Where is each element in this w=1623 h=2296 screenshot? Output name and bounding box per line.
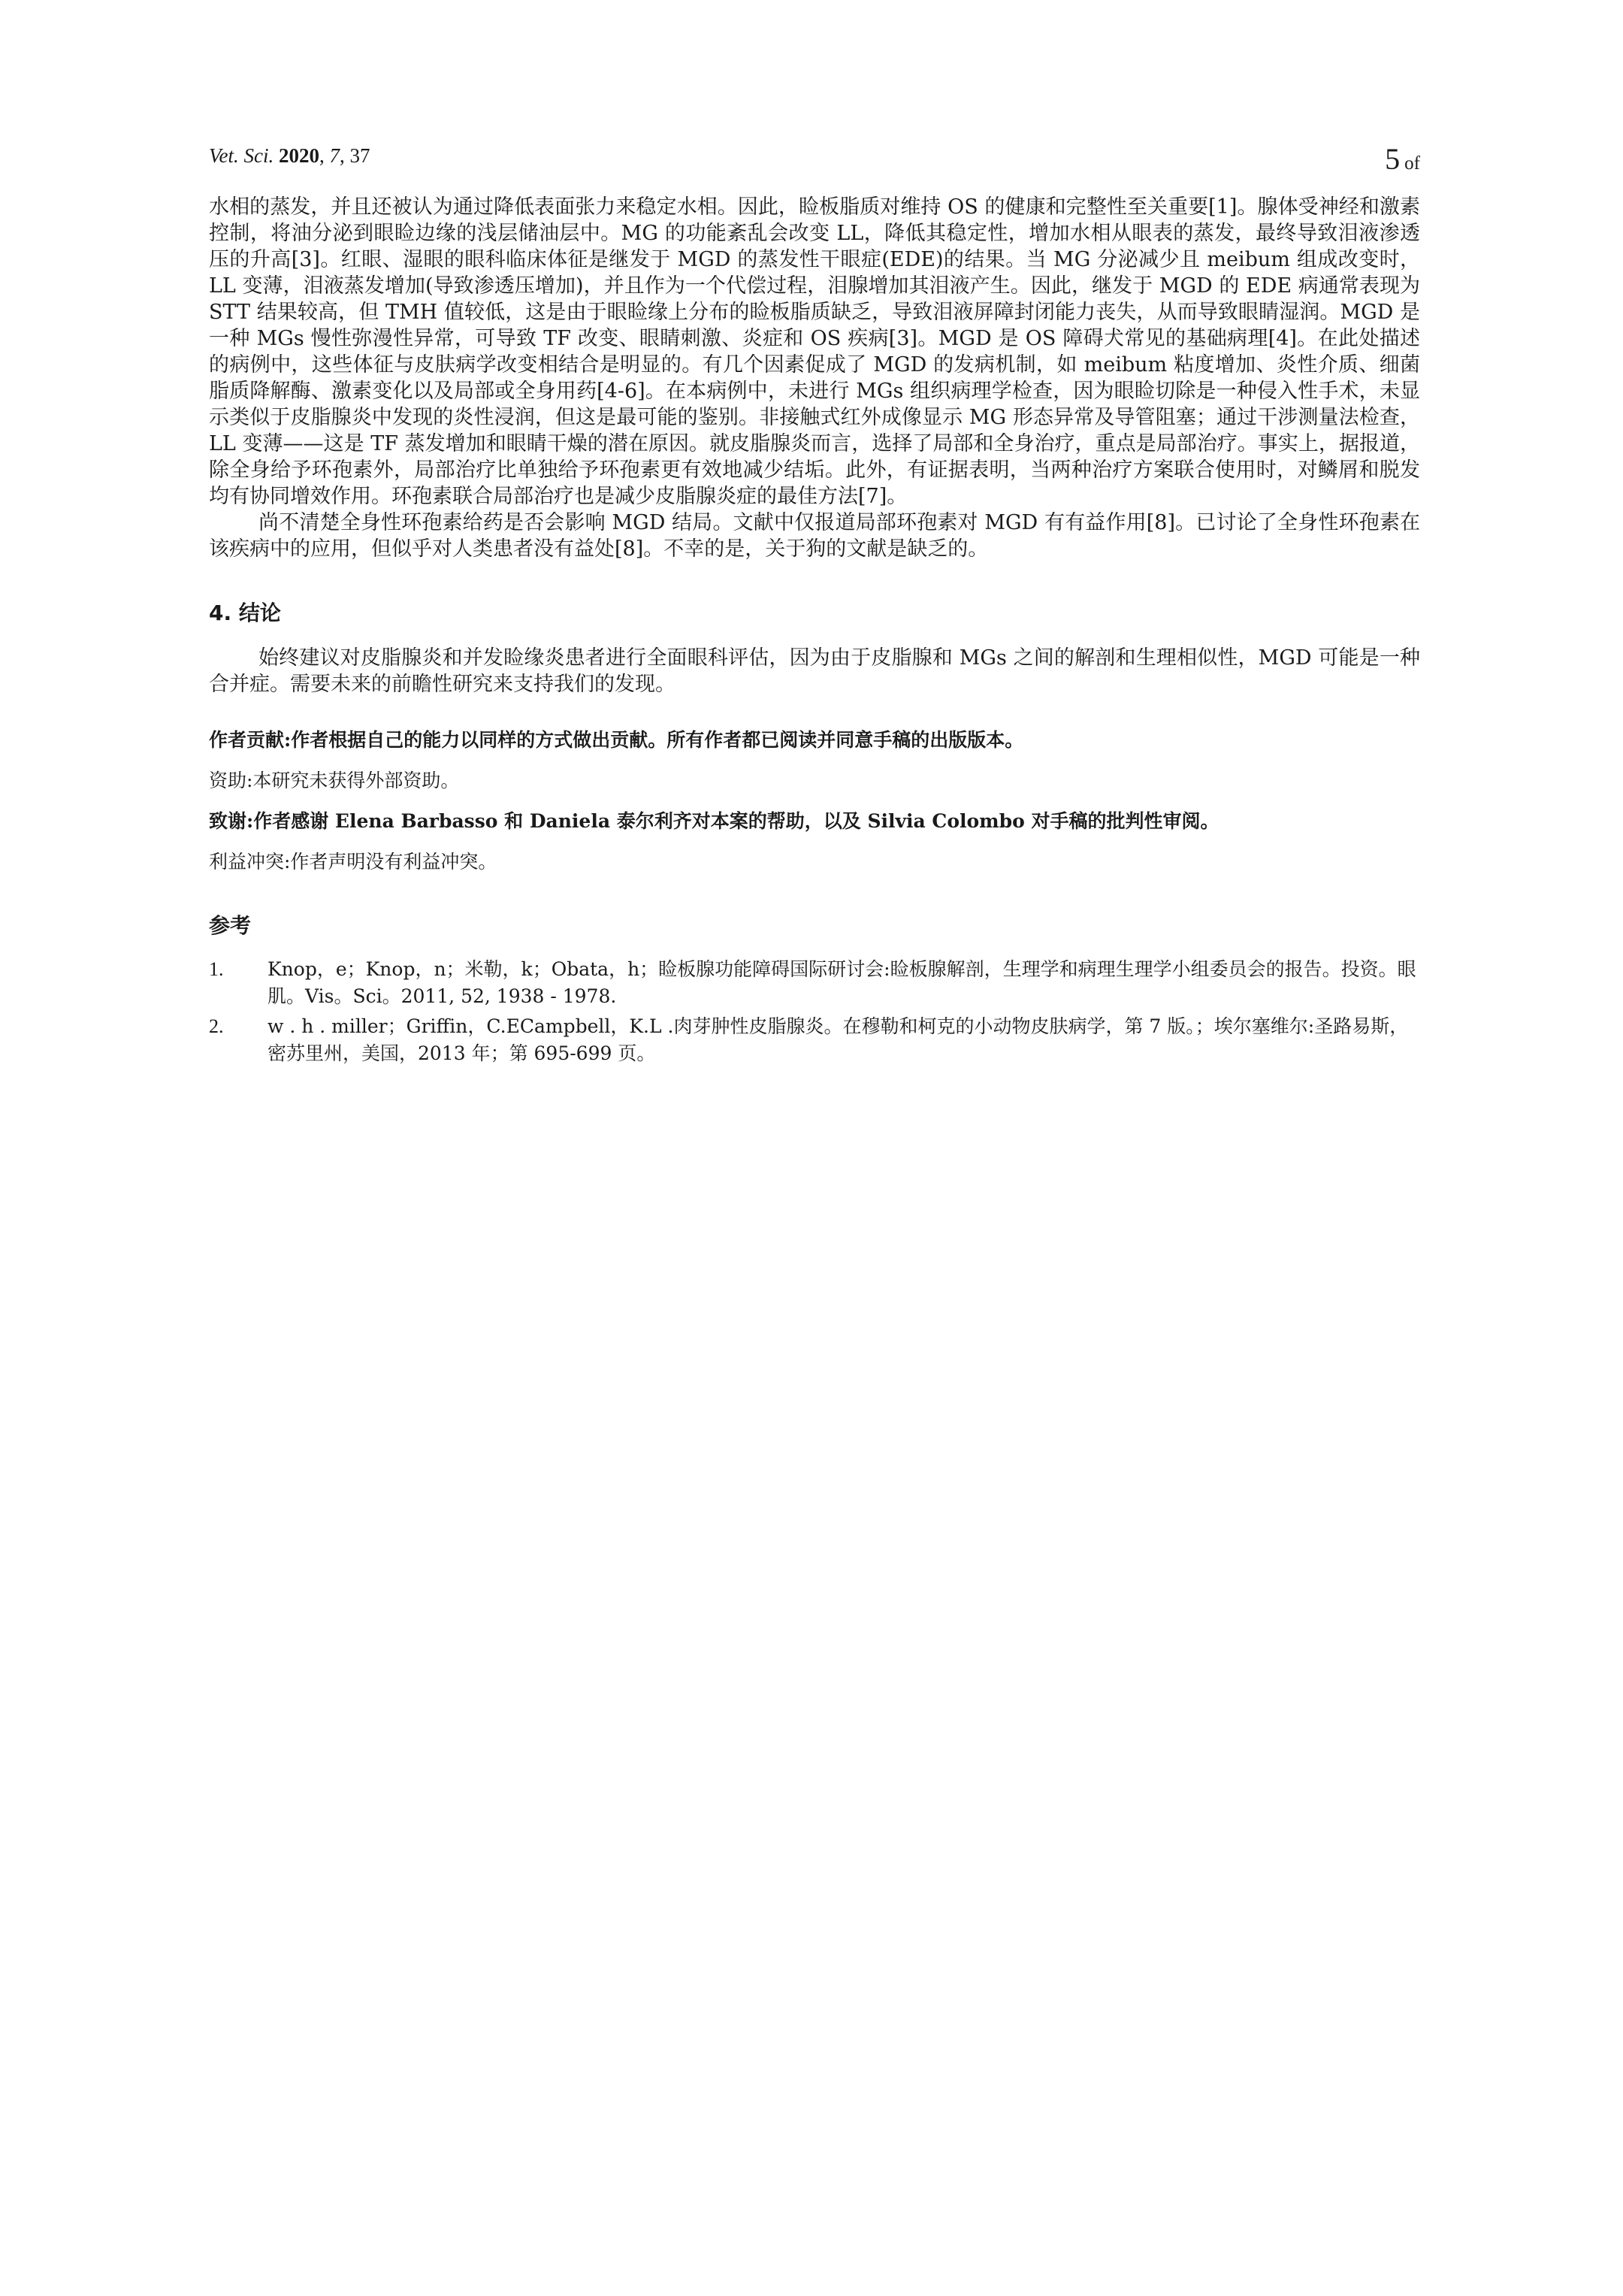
reference-number: 2. <box>209 1015 224 1037</box>
journal-article: , 37 <box>339 144 370 167</box>
journal-name: Vet. Sci. <box>209 144 274 167</box>
acknowledgments: 致谢:作者感谢 Elena Barbasso 和 Daniela 泰尔利齐对本案的帮助，以及 Silvia Colombo 对手稿的批判性审阅。 <box>209 810 1220 832</box>
reference-item <box>209 1013 1420 1067</box>
reference-number: 1. <box>209 958 224 980</box>
page-number <box>1385 141 1420 177</box>
journal-comma: , <box>319 144 330 167</box>
section-heading-conclusion: 4. 结论 <box>209 600 281 625</box>
conflicts-of-interest: 利益冲突:作者声明没有利益冲突。 <box>209 851 497 873</box>
body-paragraph: 水相的蒸发，并且还被认为通过降低表面张力来稳定水相。因此，睑板脂质对维持 OS 的健康和完整性至关重要[1]。腺体受神经和激素控制，将油分泌到眼睑边缘的浅层储油层中。MG 的功能紊乱会改变 LL，降低其稳定性，增加水相从眼表的蒸发，最终导致泪液渗透压的升高[3]。红眼、湿眼的眼科临床体征是继发于 MGD 的蒸发性干眼症(EDE)的结果。当 MG 分泌减少且 meibum 组成改变时，LL 变薄，泪液蒸发增加(导致渗透压增加)，并且作为一个代偿过程，泪腺增加其泪液产生。因此，继发于 MGD 的 EDE 病通常表现为 STT 结果较高，但 TMH 值较低，这是由于眼睑缘上分布的睑板脂质缺乏，导致泪液屏障封闭能力丧失，从而导致眼睛湿润。MGD 是一种 MGs 慢性弥漫性异常，可导致 TF 改变、眼睛刺激、炎症和 OS 疾病[3]。MGD 是 OS 障碍犬常见的基础病理[4]。在此处描述的病例中，这些体征与皮肤病学改变相结合是明显的。有几个因素促成了 MGD 的发病机制，如 meibum 粘度增加、炎性介质、细菌脂质降解酶、激素变化以及局部或全身用药[4-6]。在本病例中，未进行 MGs 组织病理学检查，因为眼睑切除是一种侵入性手术，未显示类似于皮脂腺炎中发现的炎性浸润，但这是最可能的鉴别。非接触式红外成像显示 MG 形态异常及导管阻塞；通过干涉测量法检查，LL 变薄——这是 TF 蒸发增加和眼睛干燥的潜在原因。就皮脂腺炎而言，选择了局部和全身治疗，重点是局部治疗。事实上，据报道，除全身给予环孢素外，局部治疗比单独给予环孢素更有效地减少结垢。此外，有证据表明，当两种治疗方案联合使用时，对鳞屑和脱发均有协同增效作用。环孢素联合局部治疗也是减少皮脂腺炎症的最佳方法[7]。 <box>209 195 1420 508</box>
journal-year: 2020 <box>278 144 319 167</box>
references-heading: 参考 <box>209 913 252 938</box>
journal-citation <box>209 144 370 168</box>
reference-text: Knop，e；Knop，n；米勒，k；Obata，h；睑板腺功能障碍国际研讨会:睑板腺解剖，生理学和病理生理学小组委员会的报告。投资。眼肌。Vis。Sci。2011, 52, 1938 - 1978. <box>267 958 1416 1007</box>
journal-volume: 7 <box>329 144 340 167</box>
body-paragraph: 尚不清楚全身性环孢素给药是否会影响 MGD 结局。文献中仅报道局部环孢素对 MGD 有有益作用[8]。已讨论了全身性环孢素在该疾病中的应用，但似乎对人类患者没有益处[8]。不幸的是，关于狗的文献是缺乏的。 <box>209 511 1420 561</box>
references-list <box>209 956 1420 1067</box>
reference-item <box>209 956 1420 1010</box>
author-contributions: 作者贡献:作者根据自己的能力以同样的方式做出贡献。所有作者都已阅读并同意手稿的出版版本。 <box>209 729 1024 751</box>
page-header <box>209 141 1420 186</box>
conclusion-paragraph: 始终建议对皮脂腺炎和并发睑缘炎患者进行全面眼科评估，因为由于皮脂腺和 MGs 之间的解剖和生理相似性，MGD 可能是一种合并症。需要未来的前瞻性研究来支持我们的发现。 <box>209 646 1420 696</box>
article-content <box>209 194 1420 1070</box>
funding-statement: 资助:本研究未获得外部资助。 <box>209 770 460 791</box>
reference-text: w . h . miller；Griffin，C.ECampbell，K.L .肉芽肿性皮脂腺炎。在穆勒和柯克的小动物皮肤病学，第 7 版。；埃尔塞维尔:圣路易斯，密苏里州，美国，2013 年；第 695-699 页。 <box>267 1015 1409 1064</box>
page-number-of: of <box>1404 153 1420 174</box>
back-matter <box>209 728 1420 875</box>
page-number-value: 5 <box>1385 142 1401 176</box>
